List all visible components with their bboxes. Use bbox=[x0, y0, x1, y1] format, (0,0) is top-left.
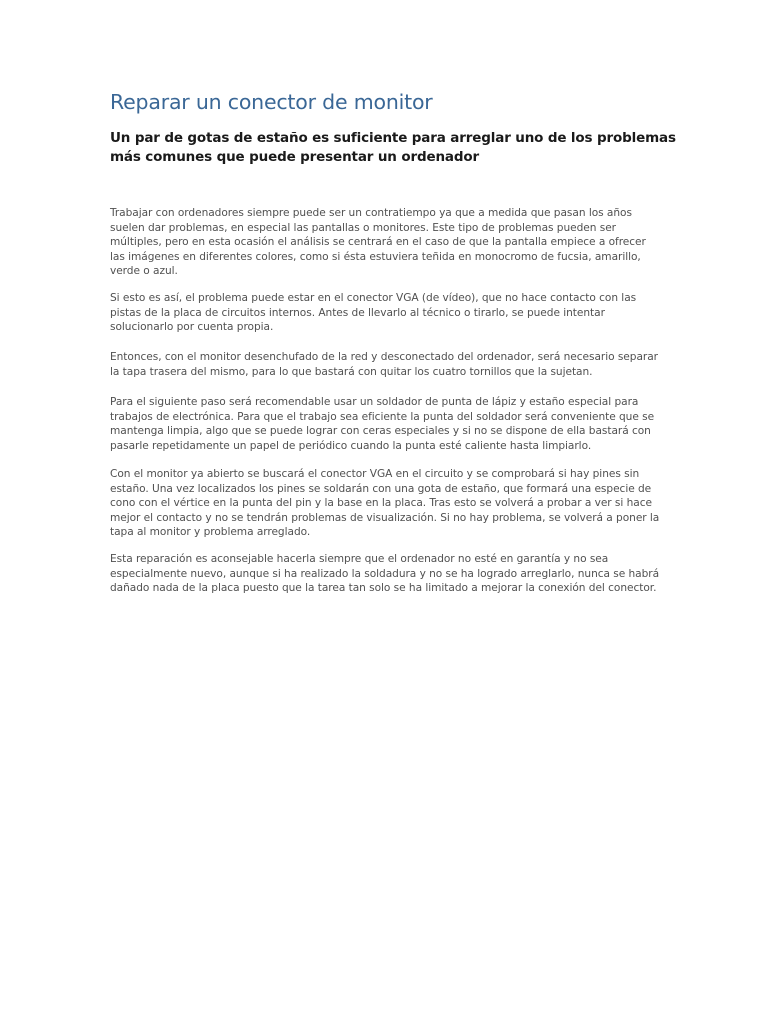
article-title: Reparar un conector de monitor bbox=[110, 90, 433, 114]
paragraph-3: Entonces, con el monitor desenchufado de la red y desconectado del ordenador, será necesario separar la tapa trasera del mismo, para lo que bastará con quitar los cuatro tornillos que la sujetan. bbox=[110, 351, 658, 378]
paragraph-4: Para el siguiente paso será recomendable usar un soldador de punta de lápiz y estaño especial para trabajos de electrónica. Para que el trabajo sea eficiente la punta del soldador será conveniente que se mantenga limpia, algo que se puede lograr con ceras especiales y si no se dispone de ella bastará con pasarle repetidamente un papel de periódico cuando la punta esté caliente hasta limpiarlo. bbox=[110, 396, 655, 452]
article-subtitle: Un par de gotas de estaño es suficiente para arreglar uno de los problemas más comunes que puede presentar un ordenador bbox=[110, 130, 676, 165]
paragraph-6: Esta reparación es aconsejable hacerla siempre que el ordenador no esté en garantía y no sea especialmente nuevo, aunque si ha realizado la soldadura y no se ha logrado arreglarlo, nunca se habrá dañado nada de la placa puesto que la tarea tan solo se ha limitado a mejorar la conexión del conector. bbox=[110, 553, 660, 594]
paragraph-2: Si esto es así, el problema puede estar en el conector VGA (de vídeo), que no hace contacto con las pistas de la placa de circuitos internos. Antes de llevarlo al técnico o tirarlo, se puede intentar solucionarlo por cuenta propia. bbox=[110, 292, 637, 333]
paragraph-1: Trabajar con ordenadores siempre puede ser un contratiempo ya que a medida que pasan los años suelen dar problemas, en especial las pantallas o monitores. Este tipo de problemas pueden ser múltiples, pero en esta ocasión el análisis se centrará en el caso de que la pantalla empiece a ofrecer las imágenes en diferentes colores, como si ésta estuviera teñida en monocromo de fucsia, amarillo, verde o azul. bbox=[110, 207, 646, 277]
paragraph-5: Con el monitor ya abierto se buscará el conector VGA en el circuito y se comprobará si hay pines sin estaño. Una vez localizados los pines se soldarán con una gota de estaño, que formará una especie de cono con el vértice en la punta del pin y la base en la placa. Tras esto se volverá a probar a ver si hace mejor el contacto y no se tendrán problemas de visualización. Si no hay problema, se volverá a poner la tapa al monitor y problema arreglado. bbox=[110, 468, 660, 538]
